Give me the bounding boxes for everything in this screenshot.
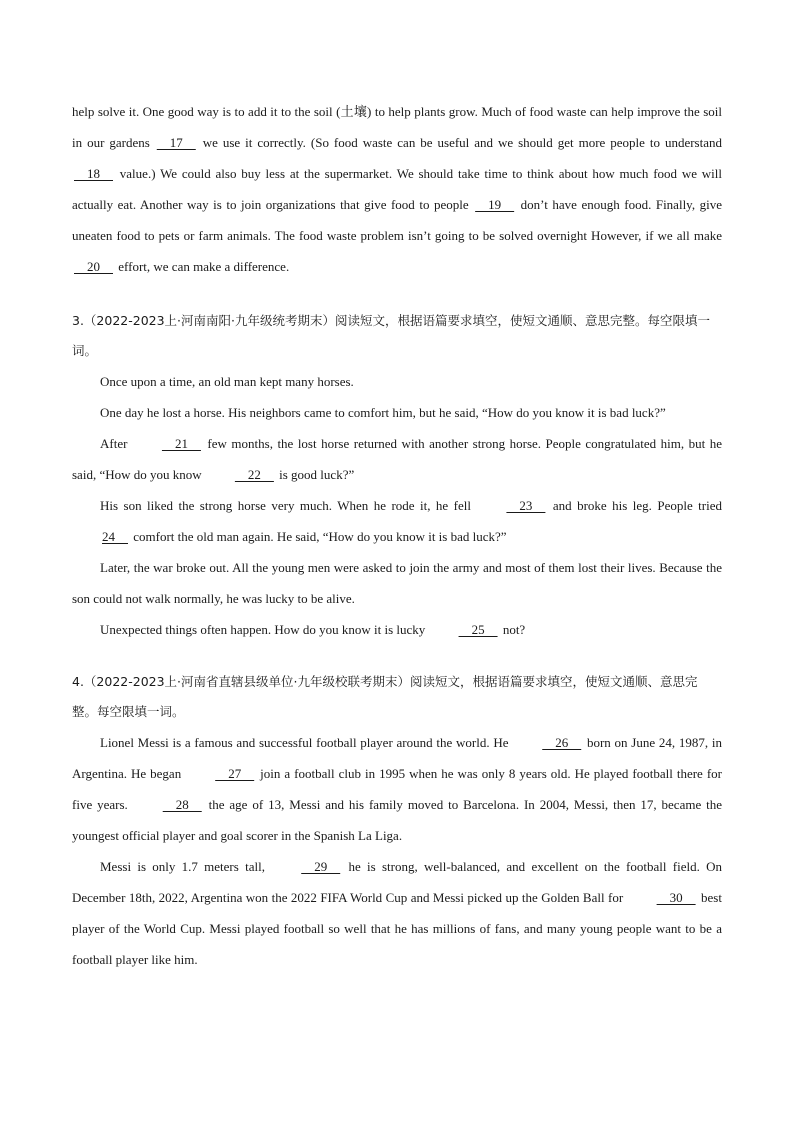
passage-text: help solve it. One good way is to add it to the soil (土壤) to help plants grow. Much of food waste can help improve the soil in our gardens <box>72 104 722 150</box>
document-page <box>72 96 722 975</box>
passage-text: His son liked the strong horse very much. When he rode it, he fell <box>100 498 477 513</box>
passage-text: value.) We could also buy less at the supermarket. We should take time to think about how much food we will actually eat. Another way is to join organizations that give food to people <box>72 166 722 212</box>
passage-text: Lionel Messi is a famous and successful football player around the world. He <box>100 735 513 750</box>
answer-blank-17: 17 <box>156 135 196 150</box>
q3-paragraph <box>72 397 722 428</box>
passage-text: best player of the World Cup. Messi played football so well that he has millions of fans, and many young people want to be a football player like him. <box>72 890 722 967</box>
q4-paragraph <box>72 851 722 975</box>
answer-blank-22: 22 <box>234 467 274 482</box>
passage-text: effort, we can make a difference. <box>115 259 290 274</box>
passage-text: comfort the old man again. He said, “How do you know it is bad luck?” <box>130 529 507 544</box>
passage-text: is good luck?” <box>275 467 355 482</box>
section-spacer <box>72 645 722 667</box>
q3-paragraph <box>72 552 722 614</box>
question-4-heading: 4.（2022-2023上·河南省直辖县级单位·九年级校联考期末）阅读短文，根据语篇要求填空，使短文通顺、意思完整。每空限填一词。 <box>72 674 698 719</box>
passage-text: few months, the lost horse returned with another strong horse. People congratulated him, but he said, “How do you know <box>72 436 722 482</box>
answer-blank-28: 28 <box>162 797 202 812</box>
question-3-heading: 3.（2022-2023上·河南南阳·九年级统考期末）阅读短文，根据语篇要求填空，使短文通顺、意思完整。每空限填一词。 <box>72 313 711 358</box>
passage-text: the age of 13, Messi and his family moved to Barcelona. In 2004, Messi, then 17, became the youngest official player and goal scorer in the Spanish La Liga. <box>72 797 723 843</box>
passage-text: join a football club in 1995 when he was only 8 years old. He played football there for five years. <box>72 766 722 812</box>
question-3-passage <box>72 366 722 645</box>
answer-blank-29: 29 <box>301 859 341 874</box>
section-spacer <box>72 282 722 306</box>
passage-text: Messi is only 1.7 meters tall, <box>100 859 272 874</box>
answer-blank-20: 20 <box>74 259 113 274</box>
q3-paragraph <box>72 428 722 490</box>
passage-text: born on June 24, 1987, in Argentina. He began <box>72 735 722 781</box>
passage-text: Later, the war broke out. All the young men were asked to join the army and most of them lost their lives. Because the son could not walk normally, he was lucky to be alive. <box>72 560 722 606</box>
passage-text: he is strong, well-balanced, and excellent on the football field. On December 18th, 2022, Argentina won the 2022 FIFA World Cup and Messi picked up the Golden Ball for <box>72 859 722 905</box>
passage-text: and broke his leg. People tried <box>547 498 722 513</box>
passage-text: we use it correctly. (So food waste can be useful and we should get more people to understand <box>197 135 722 150</box>
q3-paragraph <box>72 490 722 552</box>
answer-blank-25: 25 <box>458 622 498 637</box>
answer-blank-18: 18 <box>74 166 113 181</box>
passage-text: Once upon a time, an old man kept many horses. <box>100 374 354 389</box>
q4-paragraph <box>72 727 722 851</box>
passage-text: Unexpected things often happen. How do you know it is lucky <box>100 622 429 637</box>
answer-blank-23: 23 <box>506 498 546 513</box>
passage-2-continuation <box>72 96 722 282</box>
answer-blank-21: 21 <box>161 436 201 451</box>
passage-text: don’t have enough food. Finally, give uneaten food to pets or farm animals. The food waste problem isn’t going to be solved overnight However, if we all make <box>72 197 722 243</box>
question-4-passage <box>72 727 722 975</box>
answer-blank-24: 24 <box>102 529 128 544</box>
answer-blank-26: 26 <box>542 735 582 750</box>
answer-blank-27: 27 <box>215 766 255 781</box>
q3-paragraph <box>72 366 722 397</box>
passage-text: One day he lost a horse. His neighbors came to comfort him, but he said, “How do you know it is bad luck?” <box>100 405 666 420</box>
answer-blank-19: 19 <box>475 197 515 212</box>
passage-text: not? <box>499 622 526 637</box>
passage-text: After <box>100 436 132 451</box>
q3-paragraph <box>72 614 722 645</box>
answer-blank-30: 30 <box>656 890 696 905</box>
